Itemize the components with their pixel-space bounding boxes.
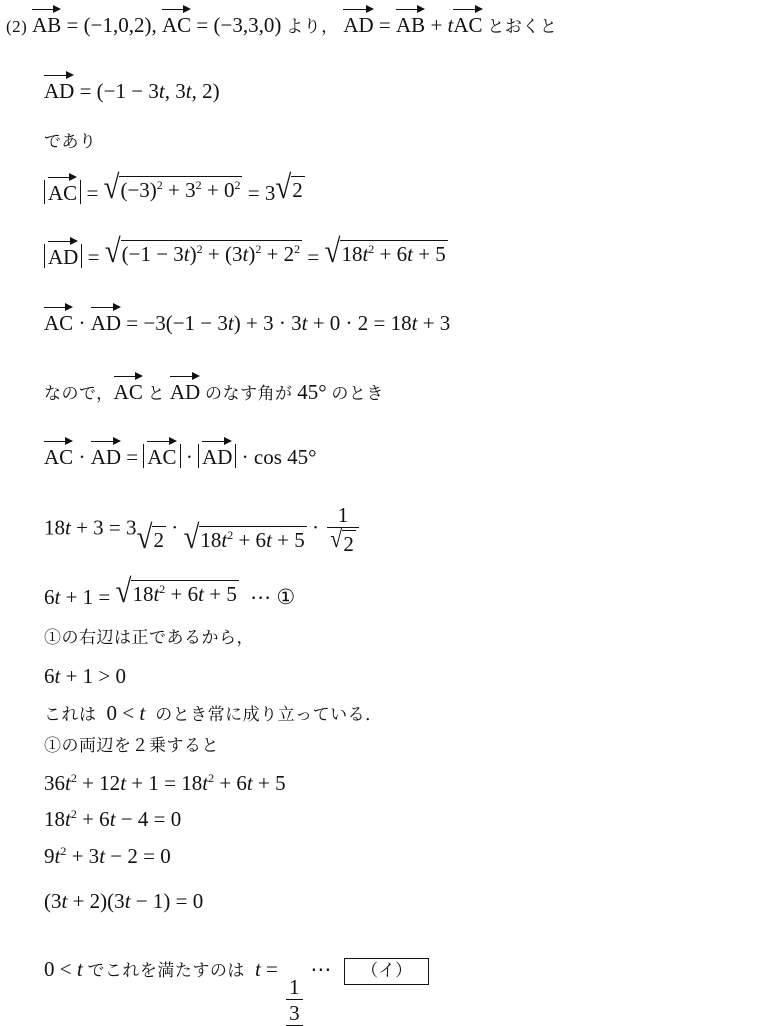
text-square-both: ①の両辺を２乗すると: [44, 736, 219, 755]
text-always: のとき常に成り立っている．: [155, 705, 383, 724]
eq-dot-product: AC · AD = −3(−1 − 3t) + 3 · 3t + 0 · 2 = 18t + 3: [44, 311, 451, 335]
text-satisfy: でこれを満たすのは: [87, 961, 245, 980]
text-rhs-positive: ①の右辺は正であるから，: [44, 628, 254, 647]
eq-factored: (3t + 2)(3t − 1) = 0: [44, 889, 204, 913]
eq-squared: $36t^2 + 12t + 1 = 18t^2 + 6t + 5$: [44, 771, 286, 795]
intro-text: より，: [286, 17, 339, 36]
eq-quadratic-2: $9t^2 + 3t - 2 = 0$: [44, 844, 171, 868]
text-dearu: であり: [44, 132, 97, 151]
intro-end-text: とおくと: [487, 17, 558, 36]
deg-45: 45°: [297, 380, 327, 404]
angle-condition-line: なので，AC と AD のなす角が 45° のとき: [44, 380, 384, 404]
ellipsis: ⋯: [250, 584, 272, 609]
circled-one-mark: ①: [276, 584, 296, 609]
problem-statement-line: (2) AB = (−1,0,2), AC = (−3,3,0) より， AD = AB + tAC とおくと: [6, 13, 558, 37]
vector-ac-value: (−3,3,0): [213, 13, 282, 37]
text-nanode: なので，: [44, 384, 114, 403]
eq-ad-magnitude: AD = √ $(-1 - 3t)^2 + (3t)^2 + 2^2$ = √ $18t^2 + 6t + 5$: [44, 240, 448, 269]
problem-number: (2): [6, 17, 28, 36]
eq-ac-magnitude: AC = √ $(-3)^2 + 3^2 + 0^2$ = 3 √ 2: [44, 176, 305, 205]
eq-cosine-relation: AC · AD = AC · AD · cos 45°: [44, 445, 317, 469]
final-answer-line: 0 < t でこれを満たすのは t = $\frac{1}{3}$ ⋯ （イ）: [44, 958, 429, 1026]
eq-substituted: 18t + 3 = 3 √ 2 · √ $18t^2 + 6t + 5$ · 1 √ 2: [44, 504, 362, 555]
text-to: と: [147, 384, 166, 403]
text-angle: のなす角が: [204, 384, 293, 403]
ellipsis-final: ⋯: [310, 957, 332, 981]
eq-ad-components: AD = (−1 − 3t, 3t, 2): [44, 79, 220, 103]
eq-one: 6t + 1 = √ $18t^2 + 6t + 5$ ⋯ ①: [44, 573, 296, 611]
eq-inequality: 6t + 1 > 0: [44, 664, 127, 688]
answer-box-i: （イ）: [344, 958, 429, 985]
text-kore-wa: これは: [44, 705, 97, 724]
text-notoki: のとき: [331, 384, 384, 403]
vector-ab-value: (−1,0,2): [83, 13, 152, 37]
eq-quadratic-1: $18t^2 + 6t - 4 = 0$: [44, 807, 182, 831]
always-holds-line: これは 0 < t のとき常に成り立っている．: [44, 701, 383, 725]
